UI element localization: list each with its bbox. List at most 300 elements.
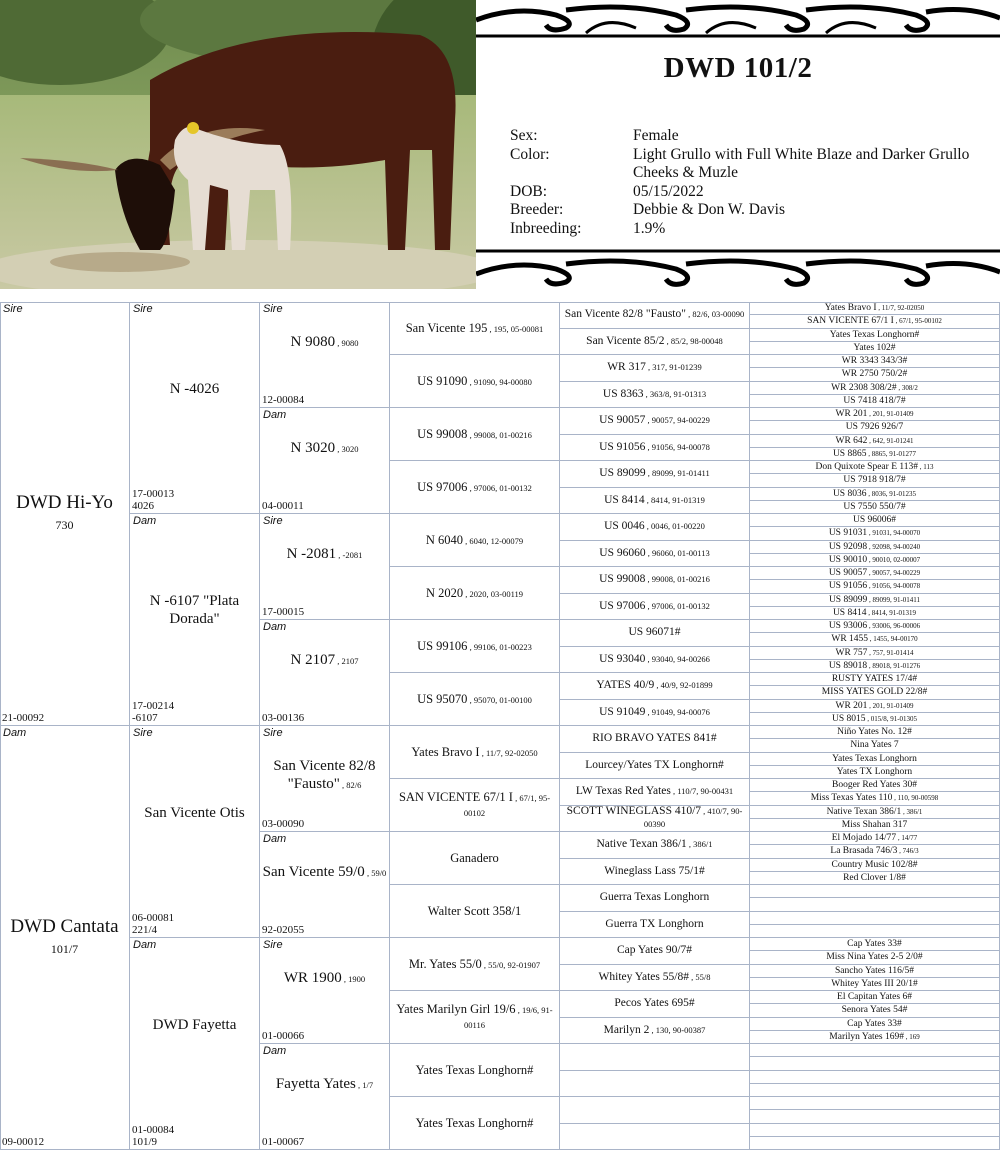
ancestor-note: 90010, 02-00007 [872, 555, 921, 564]
ancestor-note: 89018, 91-01276 [872, 661, 921, 670]
ancestor-separator: , [467, 482, 474, 493]
ancestor-name-text: WR 1900 [283, 970, 342, 986]
ancestor-name-text: Yates Texas Longhorn [832, 753, 917, 764]
pedigree-cell [560, 806, 750, 833]
pedigree-cell [560, 885, 750, 912]
ancestor-note: 40/9, 92-01899 [660, 680, 713, 691]
ancestor-note: 91031, 94-00070 [872, 529, 921, 538]
ancestor-name-text: Whitey Yates III 20/1# [831, 978, 918, 989]
ancestor-entry [599, 706, 710, 719]
ancestor-separator: , [515, 1005, 522, 1015]
ancestor-separator: , [865, 714, 871, 723]
pedigree-cell [130, 726, 260, 938]
pedigree-cell [260, 726, 390, 832]
ancestor-name-text: WR 317 [607, 361, 646, 374]
pedigree-cell [750, 1097, 1000, 1110]
pedigree-cell [750, 872, 1000, 885]
pedigree-role-label: Sire [263, 515, 283, 527]
ancestor-entry [831, 979, 918, 989]
pedigree-cell [260, 1044, 390, 1150]
pedigree-role-label: Dam [3, 727, 27, 739]
ancestor-name [130, 1016, 259, 1034]
ancestor-note: 93040, 94-00266 [651, 653, 710, 664]
animal-info-panel [476, 0, 1000, 292]
pedigree-cell [390, 461, 560, 514]
registration-numbers [132, 700, 174, 724]
ancestor-name-text: Yates TX Longhorn [836, 766, 913, 777]
ancestor-name-text: Cap Yates 33# [847, 1018, 902, 1029]
ancestor-entry [837, 767, 912, 777]
pedigree-cell [750, 898, 1000, 911]
ancestor-subtitle: 101/7 [50, 942, 79, 956]
ancestor-name-text: US 8036 [832, 488, 867, 499]
registration-number: 221/4 [132, 924, 158, 936]
ancestor-name-text: Guerra Texas Longhorn [599, 891, 710, 904]
ancestor-name [130, 804, 259, 822]
ancestor-name-text: US 89099 [599, 467, 646, 480]
ancestor-entry [394, 1002, 555, 1032]
ancestor-entry [417, 639, 532, 654]
pedigree-cell [750, 845, 1000, 858]
pedigree-cell [130, 514, 260, 726]
ancestor-separator: , [645, 653, 652, 664]
ancestor-note: 8036, 91-01235 [871, 489, 917, 498]
ancestor-name-text: SAN VICENTE 67/1 I [807, 316, 894, 327]
ancestor-name-text: Yates Marilyn Girl 19/6 [396, 1002, 516, 1016]
pedigree-cell [750, 1084, 1000, 1097]
ancestor-name-text: Niño Yates No. 12# [837, 727, 912, 738]
pedigree-cell [750, 713, 1000, 726]
ancestor-note: 11/7, 92-02050 [881, 304, 925, 313]
pedigree-cell [750, 527, 1000, 540]
pedigree-cell [750, 302, 1000, 315]
ancestor-separator: , [481, 959, 489, 970]
pedigree-cell [390, 514, 560, 567]
ancestor-note: 14/77 [901, 834, 918, 843]
pedigree-cell [560, 488, 750, 515]
ancestor-name-text: US 96006# [852, 515, 897, 526]
pedigree-cell [750, 991, 1000, 1004]
ancestor-note: 1455, 94-00170 [873, 635, 918, 644]
pedigree-cell [750, 607, 1000, 620]
pedigree-cell [560, 753, 750, 780]
ancestor-entry [599, 414, 710, 427]
ancestor-name [130, 380, 259, 398]
ancestor-name-text: US 8363 [602, 387, 644, 400]
ancestor-separator: , [867, 569, 873, 578]
ancestor-note: 746/3 [902, 847, 919, 856]
ancestor-name-text: WR 2750 750/2# [841, 369, 908, 380]
pedigree-cell [560, 965, 750, 992]
ancestor-name [260, 545, 389, 564]
ancestor-name-text: US 8015 [831, 713, 866, 724]
registration-number: 101/9 [132, 1136, 158, 1148]
ancestor-note: 195, 05-00081 [493, 323, 544, 334]
ancestor-entry [426, 533, 523, 548]
pedigree-cell [560, 408, 750, 435]
ancestor-name-text: US 7550 550/7# [843, 501, 906, 512]
pedigree-cell [390, 938, 560, 991]
ancestor-entry [853, 515, 896, 525]
pedigree-cell [750, 342, 1000, 355]
ancestor-entry [416, 1116, 534, 1130]
ancestor-name-text: Nina Yates 7 [850, 740, 899, 751]
registration-numbers [262, 606, 304, 618]
registration-number: 09-00012 [2, 1136, 45, 1148]
ancestor-note: 85/2, 98-00048 [670, 335, 723, 346]
pedigree-cell [750, 832, 1000, 845]
pedigree-cell [390, 567, 560, 620]
ancestor-name-text: US 91031 [828, 528, 868, 539]
ancestor-separator: , [487, 323, 494, 334]
ancestor-separator: , [866, 449, 872, 458]
ancestor-name-text: Guerra TX Longhorn [605, 917, 704, 930]
pedigree-cell [750, 1071, 1000, 1084]
ancestor-separator: , [645, 468, 652, 479]
ancestor-entry [842, 369, 907, 379]
detail-row-color [510, 146, 990, 183]
ancestor-separator: , [479, 747, 486, 758]
ancestor-entry [614, 997, 694, 1010]
ancestor-separator: , [336, 550, 343, 560]
ancestor-entry [843, 502, 905, 512]
pedigree-cell [750, 859, 1000, 872]
ancestor-entry [832, 754, 917, 764]
registration-numbers [262, 924, 304, 936]
pedigree-cell [750, 1057, 1000, 1070]
detail-value: Debbie & Don W. Davis [633, 201, 785, 218]
detail-value: Light Grullo with Full White Blaze and Darker Grullo Cheeks & Muzle [633, 145, 970, 181]
ancestor-entry [837, 727, 912, 737]
pedigree-cell [750, 1018, 1000, 1031]
ancestor-separator: , [867, 582, 873, 591]
pedigree-cell [750, 792, 1000, 805]
pedigree-cell [560, 1018, 750, 1045]
ancestor-entry [807, 316, 942, 326]
pedigree-cell [560, 991, 750, 1018]
ancestor-separator: , [339, 780, 347, 790]
header [0, 0, 1000, 292]
ancestor-entry [603, 388, 706, 401]
ancestor-entry [835, 648, 913, 658]
ancestor-name-text: Don Quixote Spear E 113# [815, 462, 919, 473]
ancestor-name-text: US 93006 [828, 621, 868, 632]
registration-numbers [132, 912, 174, 936]
ancestor-entry [599, 573, 710, 586]
ancestor-name-text: Native Texan 386/1 [826, 806, 902, 817]
ancestor-name [260, 863, 389, 882]
ancestor-note: 9080 [341, 338, 359, 348]
ancestor-name-text: MISS YATES GOLD 22/8# [821, 687, 928, 698]
pedigree-role-label: Sire [263, 939, 283, 951]
ancestor-note: 386/1 [693, 839, 713, 850]
ancestor-separator: , [685, 309, 693, 320]
ancestor-entry [832, 833, 918, 843]
detail-row-inbreeding [510, 220, 990, 239]
pedigree-cell [750, 620, 1000, 633]
ancestor-note: 92098, 94-00240 [872, 542, 921, 551]
ancestor-name-text: Booger Red Yates 30# [832, 780, 917, 791]
ancestor-separator: , [467, 694, 474, 705]
ancestor-separator: , [867, 661, 873, 670]
ancestor-name-text: US 90010 [828, 554, 868, 565]
registration-numbers [262, 1030, 304, 1042]
pedigree-cell [750, 673, 1000, 686]
ancestor-note: 642, 91-01241 [872, 436, 914, 445]
ancestor-separator: , [645, 441, 652, 452]
ancestor-separator: , [467, 429, 474, 440]
decorative-scroll-top [476, 0, 1000, 40]
ancestor-entry [592, 732, 716, 745]
ancestor-separator: , [866, 489, 872, 498]
pedigree-cell [750, 1110, 1000, 1123]
ancestor-note: 0046, 01-00220 [651, 521, 705, 532]
pedigree-cell [750, 686, 1000, 699]
ancestor-name-text: Senora Yates 54# [841, 1005, 908, 1016]
ancestor-note: 82/6 [346, 780, 362, 790]
ancestor-name-text: WR 201 [835, 700, 868, 711]
ancestor-separator: , [645, 574, 652, 585]
ancestor-name-text: US 91090 [417, 373, 468, 388]
ancestor-separator: , [341, 974, 349, 984]
ancestor-entry [829, 542, 920, 552]
ancestor-name-text: US 92098 [828, 541, 868, 552]
pedigree-role-label: Dam [263, 409, 287, 421]
ancestor-name [0, 916, 129, 960]
ancestor-entry [604, 1024, 706, 1037]
ancestor-entry [417, 480, 532, 495]
registration-numbers [2, 1136, 44, 1148]
ancestor-name-text: WR 642 [835, 435, 868, 446]
ancestor-note: 169 [909, 1032, 920, 1041]
pedigree-cell [390, 355, 560, 408]
pedigree-cell [390, 885, 560, 938]
pedigree-cell [260, 620, 390, 726]
ancestor-separator: , [893, 317, 900, 326]
ancestor-separator: , [892, 794, 898, 803]
ancestor-separator: , [903, 1032, 910, 1041]
pedigree-cell [390, 302, 560, 355]
ancestor-entry [564, 806, 745, 832]
ancestor-separator: , [645, 600, 652, 611]
pedigree-cell [750, 1004, 1000, 1017]
pedigree-cell [560, 647, 750, 674]
pedigree-cell [560, 355, 750, 382]
ancestor-name [260, 969, 389, 988]
animal-name: DWD 101/2 [663, 52, 813, 84]
ancestor-separator: , [867, 622, 873, 631]
ancestor-note: 67/1, 95-00102 [463, 793, 551, 818]
ancestor-entry [830, 846, 918, 856]
registration-numbers [262, 712, 304, 724]
pedigree-cell [560, 435, 750, 462]
ancestor-name-text: Yates 102# [853, 342, 896, 353]
ancestor-name-text: US 96060 [599, 546, 646, 559]
ancestor-entry [599, 441, 710, 454]
ancestor-note: 015/8, 91-01305 [870, 714, 918, 723]
ancestor-note: 96060, 01-00113 [651, 547, 710, 558]
pedigree-cell [750, 1137, 1000, 1150]
ancestor-name-text: SCOTT WINEGLASS 410/7 [566, 805, 702, 818]
pedigree-cell [560, 1071, 750, 1098]
ancestor-name-text: Marilyn Yates 169# [829, 1031, 904, 1042]
ancestor-name-text: YATES 40/9 [596, 679, 655, 692]
ancestor-entry [604, 494, 705, 507]
detail-label: Breeder: [510, 201, 564, 218]
ancestor-entry [842, 1005, 908, 1015]
ancestor-name-text: Miss Texas Yates 110 [810, 793, 893, 804]
pedigree-cell [560, 329, 750, 356]
ancestor-separator: , [901, 807, 907, 816]
ancestor-entry [600, 891, 709, 904]
ancestor-entry [835, 966, 914, 976]
ancestor-entry [596, 679, 712, 692]
ancestor-separator: , [866, 608, 872, 617]
pedigree-cell [750, 885, 1000, 898]
ancestor-name-text: N -6107 "Plata Dorada" [149, 593, 240, 627]
ancestor-note: 386/1 [906, 807, 923, 816]
ancestor-name-text: RUSTY YATES 17/4# [831, 674, 918, 685]
ancestor-name-text: San Vicente 59/0 [262, 864, 365, 880]
ancestor-name-text: Sancho Yates 116/5# [834, 965, 915, 976]
ancestor-name-text: US 97006 [417, 479, 468, 494]
ancestor-note: 93006, 96-00006 [872, 622, 921, 631]
ancestor-note: 19/6, 91-00116 [464, 1005, 553, 1030]
pedigree-cell [750, 766, 1000, 779]
ancestor-entry [830, 330, 920, 340]
ancestor-entry [599, 653, 710, 666]
ancestor-name-text: Mr. Yates 55/0 [408, 956, 482, 971]
ancestor-separator: , [645, 415, 652, 426]
pedigree-cell [750, 951, 1000, 964]
ancestor-separator: , [467, 376, 474, 387]
ancestor-note: 410/7, 90-00390 [643, 806, 743, 830]
ancestor-name [260, 1075, 389, 1094]
ancestor-separator: , [467, 641, 474, 652]
ancestor-name-text: Cap Yates 90/7# [616, 944, 693, 957]
ancestor-entry [565, 308, 745, 321]
registration-number: 03-00136 [262, 712, 305, 724]
ancestor-name-text: Yates Bravo I [824, 303, 877, 314]
detail-value: Female [633, 127, 679, 144]
registration-numbers [2, 712, 44, 724]
ancestor-separator: , [364, 868, 372, 878]
detail-label: Sex: [510, 127, 538, 144]
ancestor-entry [417, 427, 532, 442]
ancestor-entry [833, 608, 916, 618]
pedigree-cell [750, 315, 1000, 328]
ancestor-name-text: Country Music 102/8# [831, 859, 918, 870]
pedigree-role-label: Dam [133, 515, 157, 527]
ancestor-name-text: DWD Hi-Yo [16, 492, 113, 513]
ancestor-name-text: US 8414 [832, 607, 867, 618]
registration-number: 4026 [132, 500, 154, 512]
ancestor-entry [596, 838, 712, 851]
ancestor-note: 99106, 01-00223 [473, 641, 532, 652]
pedigree-cell [750, 474, 1000, 487]
pedigree-cell [390, 1097, 560, 1150]
ancestor-separator: , [686, 839, 694, 850]
ancestor-name-text: DWD Cantata [10, 916, 119, 937]
pedigree-cell [560, 912, 750, 939]
pedigree-cell [750, 541, 1000, 554]
ancestor-entry [628, 626, 680, 639]
pedigree-role-label: Dam [263, 1045, 287, 1057]
pedigree-cell [390, 726, 560, 779]
pedigree-cell [750, 382, 1000, 395]
registration-number: 04-00011 [262, 500, 304, 512]
pedigree-cell [750, 461, 1000, 474]
ancestor-entry [831, 634, 917, 644]
registration-number: 01-00067 [262, 1136, 305, 1148]
pedigree-cell [390, 673, 560, 726]
ancestor-note: 59/0 [371, 868, 387, 878]
ancestor-note: 3020 [341, 444, 359, 454]
ancestor-entry [843, 873, 906, 883]
ancestor-name-text: US 96071# [628, 626, 681, 639]
ancestor-entry [833, 449, 916, 459]
pedigree-cell [560, 302, 750, 329]
pedigree-cell [750, 488, 1000, 501]
ancestor-name-text: US 91056 [599, 440, 646, 453]
pedigree-cell [750, 1031, 1000, 1044]
registration-number: 17-00214 [132, 700, 175, 712]
ancestor-subtitle: 730 [55, 518, 74, 532]
ancestor-entry [833, 489, 916, 499]
ancestor-separator: , [867, 410, 873, 419]
pedigree-cell [390, 991, 560, 1044]
ancestor-entry [843, 475, 905, 485]
pedigree-cell [750, 965, 1000, 978]
decorative-scroll-bottom [476, 248, 1000, 288]
ancestor-name-text: Lourcey/Yates TX Longhorn# [585, 758, 724, 771]
ancestor-entry [416, 1063, 534, 1077]
ancestor-name-text: DWD Fayetta [152, 1017, 237, 1033]
ancestor-entry [822, 687, 927, 697]
ancestor-separator: , [335, 444, 342, 454]
ancestor-entry [826, 952, 922, 962]
ancestor-name-text: US 97006 [599, 599, 646, 612]
ancestor-separator: , [644, 494, 652, 505]
ancestor-separator: , [867, 436, 873, 445]
detail-label: Inbreeding: [510, 219, 582, 237]
pedigree-cell [750, 1124, 1000, 1137]
ancestor-name-text: Cap Yates 33# [847, 939, 902, 950]
ancestor-entry [394, 790, 555, 820]
pedigree-cell [750, 408, 1000, 421]
ancestor-entry [843, 396, 905, 406]
pedigree-cell [750, 567, 1000, 580]
ancestor-separator: , [897, 847, 903, 856]
ancestor-separator: , [664, 335, 671, 346]
pedigree-cell [560, 1124, 750, 1151]
ancestor-entry [829, 528, 920, 538]
ancestor-name-text: Native Texan 386/1 [596, 838, 687, 851]
ancestor-separator: , [645, 362, 653, 373]
ancestor-entry [829, 555, 920, 565]
ancestor-note: 6040, 12-00079 [469, 535, 524, 546]
ancestor-entry [417, 692, 532, 707]
pedigree-cell [750, 647, 1000, 660]
ancestor-name-text: US 89018 [828, 660, 868, 671]
ancestor-name-text: N 9080 [290, 334, 336, 350]
ancestor-entry [837, 992, 912, 1002]
pedigree-cell [750, 514, 1000, 527]
ancestor-note: 91049, 94-00076 [651, 706, 710, 717]
ancestor-entry [605, 918, 703, 931]
ancestor-entry [853, 343, 895, 353]
ancestor-name-text: N 2107 [290, 652, 336, 668]
